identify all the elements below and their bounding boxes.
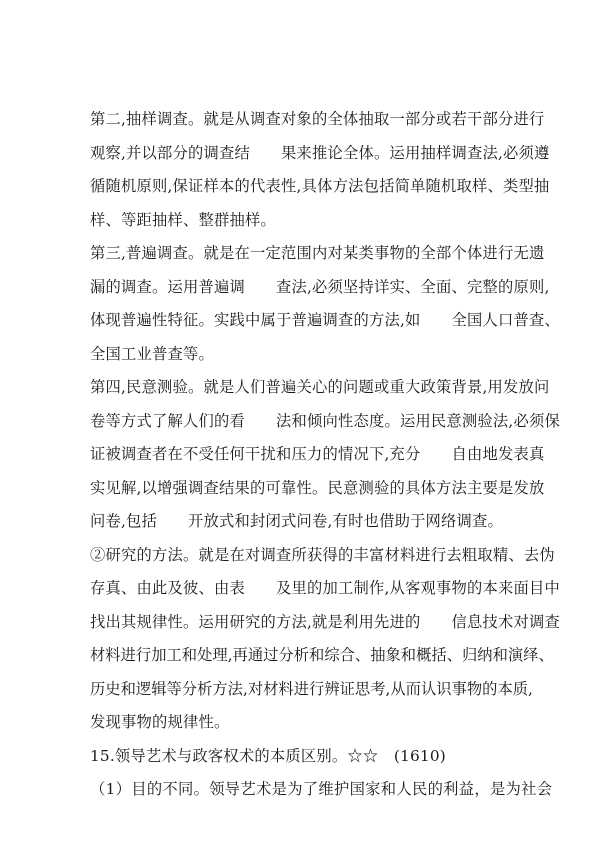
text-line: 实见解,以增强调查结果的可靠性。民意测验的具体方法主要是发放 [90,478,545,497]
text-line: 找出其规律性。运用研究的方法,就是利用先进的 信息技术对调查 [90,612,560,631]
text-line: 漏的调查。运用普遍调 查法,必须坚持详实、全面、完整的原则, [90,277,550,296]
text-line: 第二,抽样调查。就是从调查对象的全体抽取一部分或若干部分进行 [90,110,545,128]
document-body [90,103,560,807]
text-line: 历史和逻辑等分析方法,对材料进行辨证思考,从而认识事物的本质, [90,679,533,698]
text-line: 第四,民意测验。就是人们普遍关心的问题或重大政策背景,用发放问 [90,378,550,396]
text-line: 样、等距抽样、整群抽样。 [90,210,276,229]
text-line: 循随机原则,保证样本的代表性,具体方法包括简单随机取样、类型抽 [90,177,550,195]
answer-line: （1）目的不同。领导艺术是为了维护国家和人民的利益，是为社会 [90,780,553,798]
text-line: 问卷,包括 开放式和封闭式问卷,有时也借助于网络调查。 [90,512,504,530]
text-line: 存真、由此及彼、由表 及里的加工制作,从客观事物的本来面目中 [90,579,560,597]
text-line: 材料进行加工和处理,再通过分析和综合、抽象和概括、归纳和演绎、 [90,646,554,664]
text-line: 发现事物的规律性。 [90,713,230,731]
text-line: 体现普遍性特征。实践中属于普遍调查的方法,如 全国人口普查、 [90,311,560,329]
text-line: 观察,并以部分的调查结 果来推论全体。运用抽样调查法,必须遵 [90,143,550,162]
text-line: 全国工业普查等。 [90,344,214,363]
text-line: 第三,普遍调查。就是在一定范围内对某类事物的全部个体进行无遗 [90,244,545,262]
question-heading: 15.领导艺术与政客权术的本质区别。☆☆ (1610) [90,746,446,765]
text-line: ②研究的方法。就是在对调查所获得的丰富材料进行去粗取精、去伪 [90,545,555,564]
text-line: 证被调查者在不受任何干扰和压力的情况下,充分 自由地发表真 [90,445,545,463]
text-line: 卷等方式了解人们的看 法和倾向性态度。运用民意测验法,必须保 [90,411,560,430]
